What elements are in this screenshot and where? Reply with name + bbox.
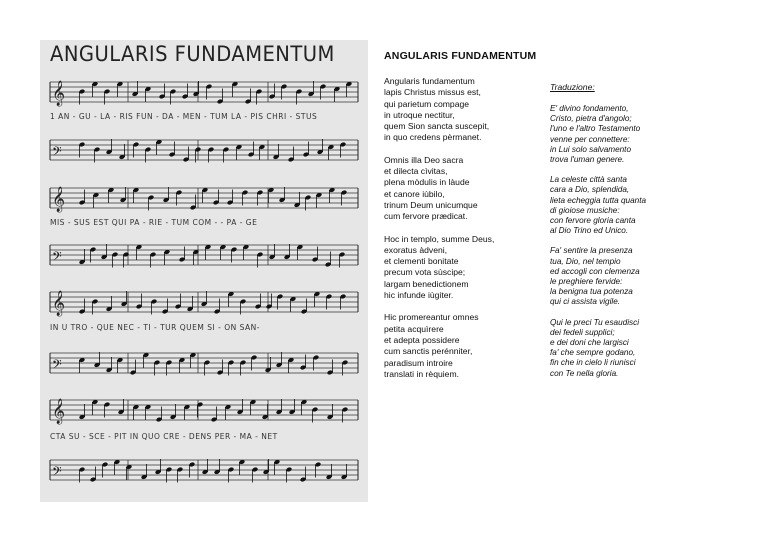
verse-line: plena mòdulis in làude: [384, 177, 470, 188]
verse-line: cara a Dio, splendida,: [550, 185, 630, 195]
bass-clef-icon: 𝄢: [52, 249, 62, 267]
verse-line: Hoc in templo, summe Deus,: [384, 233, 495, 244]
latin-stanza: [384, 312, 544, 380]
treble-clef-icon: 𝄞: [52, 291, 66, 316]
verse-line: dei fedeli supplici;: [550, 327, 615, 337]
latin-stanza: [384, 76, 544, 144]
verse-line: et dilecta cìvitas,: [384, 166, 448, 177]
handwritten-title: ANGULARIS FUNDAMENTUM: [50, 42, 335, 66]
bass-clef-icon: 𝄢: [52, 464, 62, 482]
staff: [50, 352, 358, 376]
treble-clef-icon: 𝄞: [52, 399, 66, 424]
verse-line: in quo credens pèrmanet.: [384, 132, 482, 143]
verse-line: ed accogli con clemenza: [550, 266, 640, 276]
verse-line: trinum Deum unicumque: [384, 199, 478, 210]
italian-stanza: [550, 246, 760, 307]
bass-clef-icon: 𝄢: [52, 144, 62, 162]
staff: [50, 244, 358, 268]
verse-line: qui ci assista vigile.: [550, 297, 621, 307]
italian-stanza: [550, 175, 760, 236]
verse-line: Cristo, pietra d'angolo;: [550, 114, 632, 124]
verse-line: petita acquìrere: [384, 323, 444, 334]
verse-line: qui parietum compage: [384, 98, 470, 109]
staff: [50, 186, 358, 212]
verse-line: Fa' sentire la presenza: [550, 246, 633, 256]
treble-clef-icon: 𝄞: [52, 81, 66, 106]
staff: [50, 290, 358, 316]
verse-line: l'uno e l'altro Testamento: [550, 124, 641, 134]
verse-line: precum vota sùscipe;: [384, 267, 466, 278]
staff: [50, 459, 358, 483]
latin-title: ANGULARIS FUNDAMENTUM: [384, 50, 537, 62]
lyric-row: CTA SU - SCE - PIT IN QUO CRE - DENS PER - MA - NET: [50, 432, 278, 441]
verse-line: et clementi bonitate: [384, 256, 459, 267]
verse-line: le preghiere fervide:: [550, 277, 623, 287]
sheet-music-image: [40, 40, 368, 502]
verse-line: venne per connettere:: [550, 134, 630, 144]
verse-line: E' divino fondamento,: [550, 104, 629, 113]
italian-stanza: [550, 104, 760, 165]
verse-line: cum sanctis perénniter,: [384, 346, 473, 357]
verse-line: la benigna tua potenza: [550, 287, 633, 297]
verse-line: tua, Dio, nel tempio: [550, 256, 621, 266]
treble-clef-icon: 𝄞: [52, 187, 66, 212]
verse-line: cum fervore prædicat.: [384, 211, 468, 222]
verse-line: trova l'uman genere.: [550, 155, 625, 165]
latin-stanza: [384, 155, 544, 223]
bass-clef-icon: 𝄢: [52, 357, 62, 375]
italian-translation-column: [550, 82, 760, 389]
lyric-row: 1 AN - GU - LA - RIS FUN - DA - MEN - TUM LA - PIS CHRI - STUS: [50, 112, 318, 121]
lyric-row: IN U TRO - QUE NEC - TI - TUR QUEM SI - ON SAN-: [50, 323, 260, 332]
verse-line: in Lui solo salvamento: [550, 144, 632, 154]
staff: [50, 80, 358, 106]
latin-stanza: [384, 234, 544, 302]
verse-line: Omnis illa Deo sacra: [384, 154, 464, 165]
verse-line: Qui le preci Tu esaudisci: [550, 317, 640, 327]
verse-line: et adepta possidere: [384, 334, 460, 345]
verse-line: paradisum introire: [384, 357, 453, 368]
verse-line: translati in rèquiem.: [384, 368, 459, 379]
translation-heading: Traduzione:: [550, 82, 595, 92]
verse-line: Angularis fundamentum: [384, 76, 475, 86]
verse-line: lapis Christus missus est,: [384, 87, 481, 98]
verse-line: Hic promereantur omnes: [384, 312, 479, 323]
verse-line: e dei doni che largisci: [550, 338, 629, 348]
verse-line: fin che in cielo li riunisci: [550, 358, 636, 368]
verse-line: lieta echeggia tutta quanta: [550, 195, 647, 205]
verse-line: al Dio Trino ed Unico.: [550, 226, 629, 236]
italian-stanza: [550, 318, 760, 379]
verse-line: in utroque nectitur,: [384, 109, 455, 120]
verse-line: con Te nella gloria.: [550, 368, 619, 378]
verse-line: La celeste città santa: [550, 175, 627, 185]
verse-line: fa' che sempre godano,: [550, 348, 636, 358]
verse-line: di gioiose musiche:: [550, 205, 620, 215]
verse-line: hic infunde iùgiter.: [384, 290, 454, 301]
staff: [50, 139, 358, 163]
verse-line: largam benedictionem: [384, 278, 469, 289]
verse-line: quem Sion sancta suscepit,: [384, 121, 490, 132]
verse-line: con fervore gloria canta: [550, 216, 636, 226]
lyric-row: MIS - SUS EST QUI PA - RIE - TUM COM - - PA - GE: [50, 218, 258, 227]
staff: [50, 398, 358, 424]
verse-line: exoratus àdveni,: [384, 244, 448, 255]
latin-text-column: [384, 50, 544, 391]
verse-line: et canore iùbilo,: [384, 188, 445, 199]
